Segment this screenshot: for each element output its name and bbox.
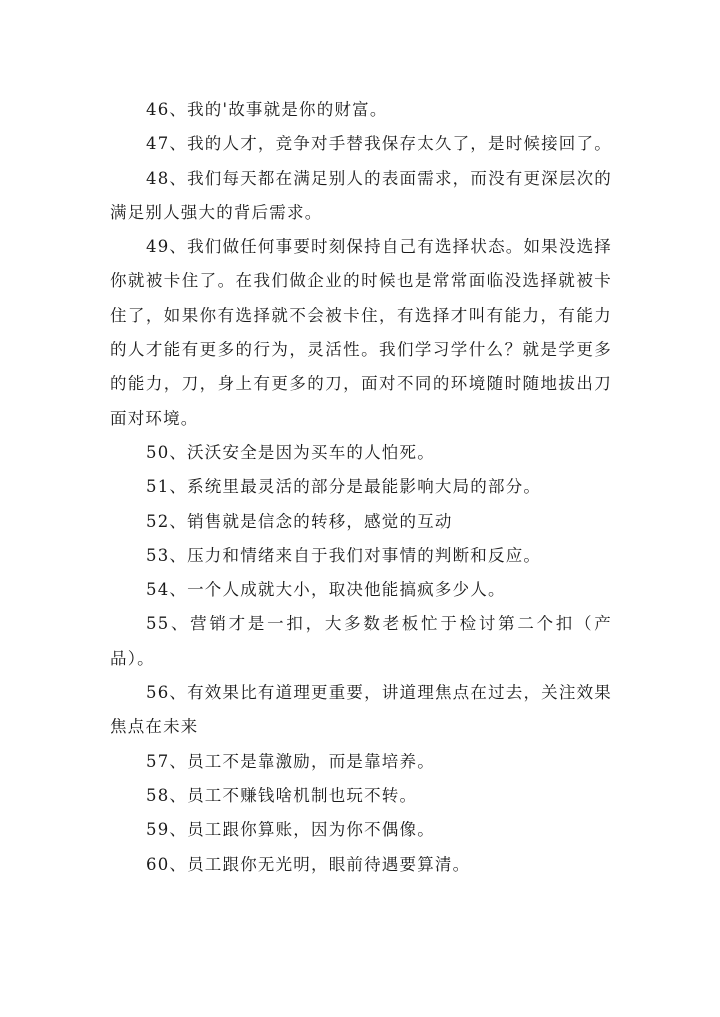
- paragraph-48: 48、我们每天都在满足别人的表面需求，而没有更深层次的满足别人强大的背后需求。: [110, 168, 612, 222]
- paragraph-53: 53、压力和情绪来自于我们对事情的判断和反应。: [146, 545, 542, 565]
- paragraph-57: 57、员工不是靠激励，而是靠培养。: [146, 751, 435, 771]
- paragraph-54: 54、一个人成就大小，取决他能搞疯多少人。: [146, 580, 506, 600]
- paragraph-52: 52、销售就是信念的转移，感觉的互动: [146, 511, 453, 531]
- paragraph-46: 46、我的'故事就是你的财富。: [146, 100, 388, 119]
- paragraph-51: 51、系统里最灵活的部分是最能影响大局的部分。: [146, 477, 542, 497]
- paragraph-58: 58、员工不赚钱啥机制也玩不转。: [146, 785, 418, 805]
- paragraph-50: 50、沃沃安全是因为买车的人怕死。: [146, 442, 435, 462]
- paragraph-56: 56、有效果比有道理更重要，讲道理焦点在过去，关注效果焦点在未来: [110, 683, 612, 737]
- paragraph-59: 59、员工跟你算账，因为你不偶像。: [146, 820, 435, 840]
- document-body: [110, 93, 612, 882]
- paragraph-47: 47、我的人才，竞争对手替我保存太久了，是时候接回了。: [146, 134, 612, 154]
- paragraph-60: 60、员工跟你无光明，眼前待遇要算清。: [146, 854, 471, 874]
- paragraph-49: 49、我们做任何事要时刻保持自己有选择状态。如果没选择你就被卡住了。在我们做企业的时候也是常常面临没选择就被卡住了，如果你有选择就不会被卡住，有选择才叫有能力，有能力的人才能有更多的行为，灵活性。我们学习学什么？就是学更多的能力，刀，身上有更多的刀，面对不同的环境随时随地拔出刀面对环境。: [110, 237, 612, 428]
- paragraph-55: 55、营销才是一扣，大多数老板忙于检讨第二个扣（产品）。: [110, 614, 612, 668]
